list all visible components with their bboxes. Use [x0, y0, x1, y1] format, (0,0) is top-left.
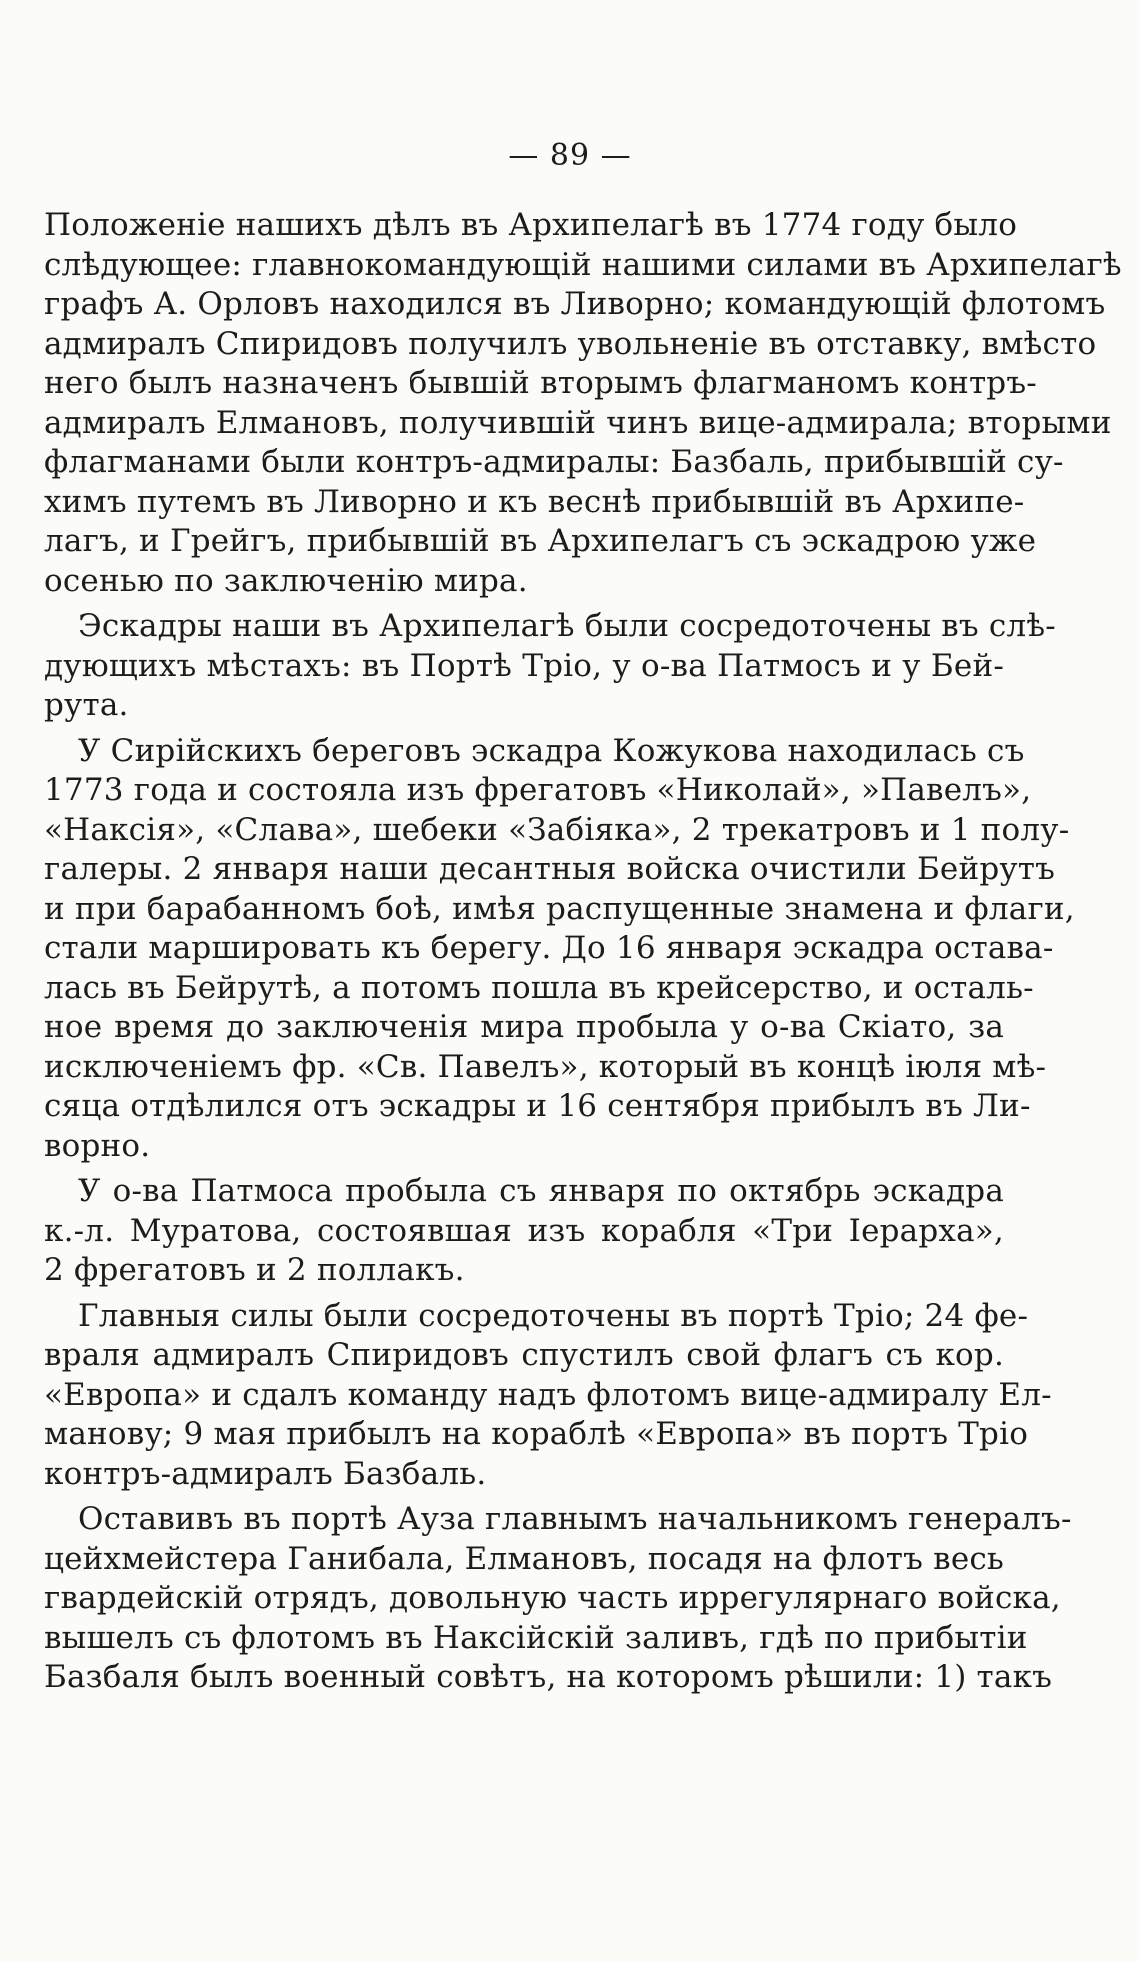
text-line: 2 фрегатовъ и 2 поллакъ.: [44, 1252, 465, 1288]
text-line: дующихъ мѣстахъ: въ Портѣ Тріо, у о-ва Патмосъ и у Бей-: [44, 647, 1004, 684]
text-line: ное время до заключенія мира пробыла у о-ва Скіато, за: [44, 1009, 1004, 1045]
text-line: него былъ назначенъ бывшій вторымъ флагманомъ контръ-: [44, 365, 1037, 401]
text-line: и при барабанномъ боѣ, имѣя распущенные знамена и флаги,: [44, 890, 1075, 927]
paragraph-3: [44, 732, 1075, 1167]
text-line: к.-л. Муратова, состоявшая изъ корабля «Три Іерарха»,: [44, 1212, 1004, 1249]
text-line: Оставивъ въ портѣ Ауза главнымъ начальникомъ генералъ-: [78, 1501, 1072, 1537]
text-line: манову; 9 мая прибылъ на кораблѣ «Европа» въ портъ Тріо: [44, 1416, 1029, 1452]
text-line: Базбаля былъ военный совѣтъ, на которомъ рѣшили: 1) такъ: [44, 1659, 1053, 1695]
text-line: адмиралъ Елмановъ, получившій чинъ вице-адмирала; вторыми: [44, 404, 1112, 441]
text-line: лагъ, и Грейгъ, прибывшій въ Архипелагъ съ эскадрою уже: [44, 523, 1037, 559]
paragraph-6: [44, 1500, 1072, 1698]
text-line: слѣдующее: главнокомандующій нашими силами въ Архипелагѣ: [44, 246, 1122, 283]
text-line: вышелъ съ флотомъ въ Наксійскій заливъ, гдѣ по прибытіи: [44, 1619, 1028, 1656]
text-line: Положеніе нашихъ дѣлъ въ Архипелагѣ въ 1774 году было: [44, 207, 1018, 243]
paragraph-5: [44, 1297, 1052, 1495]
text-line: осенью по заключенію мира.: [44, 562, 528, 599]
text-line: лась въ Бейрутѣ, а потомъ пошла въ крейсерство, и осталь-: [44, 969, 1034, 1006]
text-line: контръ-адмиралъ Базбаль.: [44, 1455, 487, 1492]
text-line: «Европа» и сдалъ команду надъ флотомъ вице-адмиралу Ел-: [44, 1376, 1052, 1413]
text-line: ворно.: [44, 1127, 151, 1164]
text-line: 1773 года и состояла изъ фрегатовъ «Николай», »Павелъ»,: [44, 772, 1032, 808]
text-line: гвардейскій отрядъ, довольную часть иррегулярнаго войска,: [44, 1580, 1061, 1616]
body-text: [44, 206, 1122, 1704]
paragraph-4: [44, 1172, 1004, 1291]
text-line: цейхмейстера Ганибала, Елмановъ, посадя на флотъ весь: [44, 1540, 1004, 1577]
text-line: враля адмиралъ Спиридовъ спустилъ свой флагъ съ кор.: [44, 1337, 1004, 1373]
page-number: — 89 —: [508, 138, 632, 173]
text-line: рута.: [44, 687, 129, 723]
text-line: сяца отдѣлился отъ эскадры и 16 сентября прибылъ въ Ли-: [44, 1088, 1031, 1124]
text-line: графъ А. Орловъ находился въ Ливорно; командующій флотомъ: [44, 286, 1106, 322]
text-line: адмиралъ Спиридовъ получилъ увольненіе въ отставку, вмѣсто: [44, 325, 1097, 362]
text-line: химъ путемъ въ Ливорно и къ веснѣ прибывшій въ Архипе-: [44, 483, 1025, 520]
text-line: Эскадры наши въ Архипелагѣ были сосредоточены въ слѣ-: [78, 608, 1056, 644]
text-line: У о-ва Патмоса пробыла съ января по октябрь эскадра: [78, 1173, 1004, 1209]
text-line: У Сирійскихъ береговъ эскадра Кожукова находилась съ: [78, 732, 1025, 769]
text-line: Главныя силы были сосредоточены въ портѣ Тріо; 24 фе-: [78, 1297, 1029, 1334]
text-line: галеры. 2 января наши десантныя войска очистили Бейрутъ: [44, 851, 1056, 887]
text-line: «Наксія», «Слава», шебеки «Забіяка», 2 трекатровъ и 1 полу-: [44, 811, 1070, 848]
text-line: флагманами были контръ-адмиралы: Базбаль, прибывшій су-: [44, 444, 1064, 480]
paragraph-2: [44, 607, 1056, 726]
paragraph-1: [44, 206, 1122, 601]
text-line: исключеніемъ фр. «Св. Павелъ», который въ концѣ іюля мѣ-: [44, 1048, 1047, 1085]
text-line: стали маршировать къ берегу. До 16 января эскадра остава-: [44, 930, 1054, 966]
